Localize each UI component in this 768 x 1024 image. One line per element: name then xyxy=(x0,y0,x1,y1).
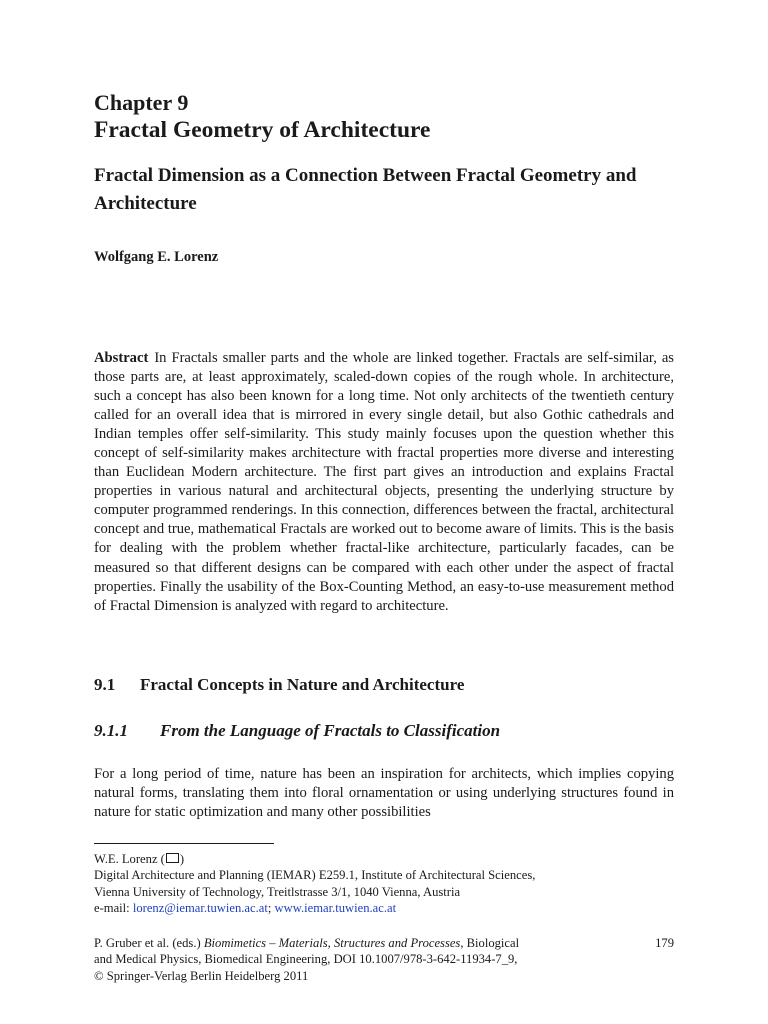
envelope-icon xyxy=(166,853,179,863)
page-number: 179 xyxy=(655,936,674,950)
subsection-heading xyxy=(94,720,500,742)
footnote-address: Vienna University of Technology, Treitlstrasse 3/1, 1040 Vienna, Austria xyxy=(94,884,461,899)
footnote-affiliation: Digital Architecture and Planning (IEMAR) E259.1, Institute of Architectural Sciences, xyxy=(94,868,536,883)
abstract-text: In Fractals smaller parts and the whole are linked together. Fractals are self-similar, as those parts are, at least approximately, scaled-down copies of the rough whole. In architecture, such a concept has also been known for a long time. Not only architects of the twentieth century called for an overall idea that is mirrored in every single detail, but also Gothic cathedrals and Indian temples offer self-similarity. This study mainly focuses upon the question whether this concept of self-similarity makes architecture with fractal properties more diverse and interesting than Euclidean Modern architecture. The first part gives an introduction and explains Fractal properties in various natural and architectural objects, presenting the underlying structure by computer programmed renderings. In this connection, differences between the fractal, architectural concept and true, mathematical Fractals are worked out to become aware of limits. This is the basis for dealing with the problem whether fractal-like architecture, particularly facades, can be measured so that different designs can be compared with each other under the aspect of fractal properties. Finally the usability of the Box-Counting Method, an easy-to-use measurement method of Fractal Dimension is analyzed with regard to architecture. xyxy=(94,350,674,614)
footnote-author: W.E. Lorenz ( xyxy=(94,852,165,866)
subsection-number: 9.1.1 xyxy=(94,721,128,740)
book-citation xyxy=(94,935,614,984)
chapter-subtitle: Fractal Dimension as a Connection Between Fractal Geometry and Architecture xyxy=(94,165,637,214)
abstract-label: Abstract xyxy=(94,350,149,366)
section-title: Fractal Concepts in Nature and Architecture xyxy=(140,675,465,694)
footnote-contact xyxy=(94,900,674,916)
author-name: Wolfgang E. Lorenz xyxy=(94,249,219,265)
section-number: 9.1 xyxy=(94,675,116,694)
email-label: e-mail: xyxy=(94,901,133,916)
page xyxy=(94,0,674,1024)
citation-editors: P. Gruber et al. (eds.) xyxy=(94,936,204,950)
citation-series: , Biological xyxy=(460,936,520,950)
author-footnote xyxy=(94,851,674,917)
footnote-divider xyxy=(94,843,274,844)
email-link[interactable]: lorenz@iemar.tuwien.ac.at xyxy=(132,901,268,916)
chapter-label: Chapter 9 xyxy=(94,90,189,115)
abstract xyxy=(94,349,674,616)
contact-separator: ; xyxy=(267,901,275,916)
citation-copyright: © Springer-Verlag Berlin Heidelberg 2011 xyxy=(94,968,309,983)
body-paragraph: For a long period of time, nature has been an inspiration for architects, which implies copying natural forms, translating them into floral ornamentation or using underlying structures found in nature for static optimization and many other possibilities xyxy=(94,766,674,821)
footnote-author-line xyxy=(94,851,674,867)
footnote-author-close: ) xyxy=(179,852,185,866)
subsection-title: From the Language of Fractals to Classification xyxy=(160,721,501,740)
citation-book-title: Biomimetics – Materials, Structures and Processes xyxy=(203,936,461,950)
citation-line-1 xyxy=(94,935,614,951)
section-heading xyxy=(94,674,464,696)
citation-line-2: and Medical Physics, Biomedical Engineering, DOI 10.1007/978-3-642-11934-7_9, xyxy=(94,952,518,967)
website-link[interactable]: www.iemar.tuwien.ac.at xyxy=(274,901,397,916)
chapter-title: Fractal Geometry of Architecture xyxy=(94,117,431,143)
